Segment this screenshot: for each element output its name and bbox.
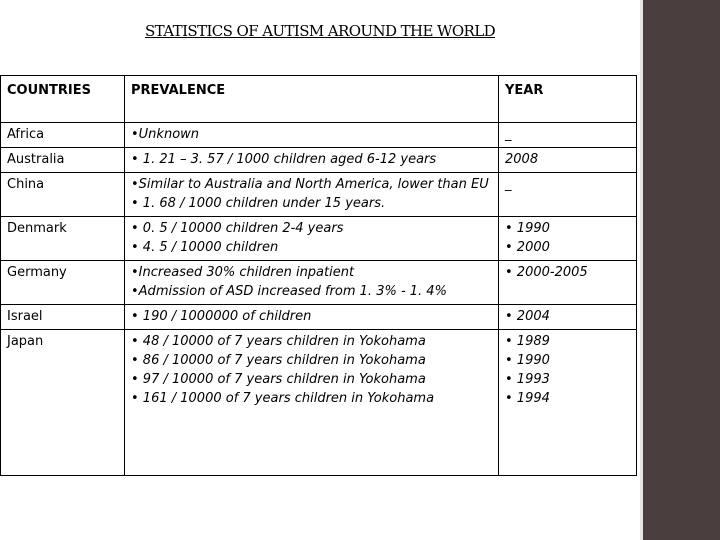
table-row — [1, 217, 637, 261]
table-row — [1, 173, 637, 217]
country-cell: Denmark — [1, 217, 125, 261]
year-line: _ — [505, 127, 512, 142]
header-prevalence: PREVALENCE — [125, 76, 499, 123]
prevalence-line: • 190 / 1000000 of children — [131, 309, 312, 324]
decorative-side-strip — [643, 0, 720, 540]
country-cell: Africa — [1, 123, 125, 148]
country-cell: China — [1, 173, 125, 217]
year-cell — [499, 305, 637, 330]
table-row — [1, 330, 637, 476]
prevalence-line: • 161 / 10000 of 7 years children in Yokohama — [131, 391, 435, 406]
prevalence-cell — [125, 330, 499, 476]
year-line: • 1993 — [505, 372, 550, 387]
year-line: • 1994 — [505, 391, 550, 406]
prevalence-cell — [125, 217, 499, 261]
prevalence-line: • 1. 68 / 1000 children under 15 years. — [131, 196, 386, 211]
prevalence-line: •Similar to Australia and North America, lower than EU — [131, 177, 489, 192]
year-line: • 2000-2005 — [505, 265, 588, 280]
year-cell — [499, 173, 637, 217]
prevalence-cell — [125, 148, 499, 173]
table-row — [1, 148, 637, 173]
prevalence-line: • 48 / 10000 of 7 years children in Yokohama — [131, 334, 426, 349]
prevalence-cell — [125, 261, 499, 305]
prevalence-line: •Unknown — [131, 127, 200, 142]
country-cell: Israel — [1, 305, 125, 330]
year-line: • 1989 — [505, 334, 550, 349]
prevalence-cell — [125, 123, 499, 148]
country-cell: Germany — [1, 261, 125, 305]
year-line: • 1990 — [505, 221, 550, 236]
autism-statistics-table — [0, 75, 637, 476]
year-line: • 2004 — [505, 309, 550, 324]
table-row — [1, 261, 637, 305]
header-year: YEAR — [499, 76, 637, 123]
prevalence-line: • 0. 5 / 10000 children 2-4 years — [131, 221, 344, 236]
country-cell: Australia — [1, 148, 125, 173]
year-cell — [499, 330, 637, 476]
prevalence-line: •Increased 30% children inpatient — [131, 265, 355, 280]
year-line: _ — [505, 177, 512, 192]
year-line: 2008 — [505, 152, 539, 167]
prevalence-line: • 4. 5 / 10000 children — [131, 240, 279, 255]
prevalence-cell — [125, 305, 499, 330]
year-line: • 2000 — [505, 240, 550, 255]
table-row — [1, 123, 637, 148]
prevalence-cell — [125, 173, 499, 217]
year-cell — [499, 148, 637, 173]
year-cell — [499, 123, 637, 148]
year-cell — [499, 217, 637, 261]
prevalence-line: •Admission of ASD increased from 1. 3% - 1. 4% — [131, 284, 447, 299]
prevalence-line: • 86 / 10000 of 7 years children in Yokohama — [131, 353, 426, 368]
table-row — [1, 305, 637, 330]
prevalence-line: • 97 / 10000 of 7 years children in Yokohama — [131, 372, 426, 387]
header-countries: COUNTRIES — [1, 76, 125, 123]
prevalence-line: • 1. 21 – 3. 57 / 1000 children aged 6-12 years — [131, 152, 437, 167]
page-title: STATISTICS OF AUTISM AROUND THE WORLD — [145, 22, 495, 40]
country-cell: Japan — [1, 330, 125, 476]
table-header-row — [1, 76, 637, 123]
year-cell — [499, 261, 637, 305]
year-line: • 1990 — [505, 353, 550, 368]
